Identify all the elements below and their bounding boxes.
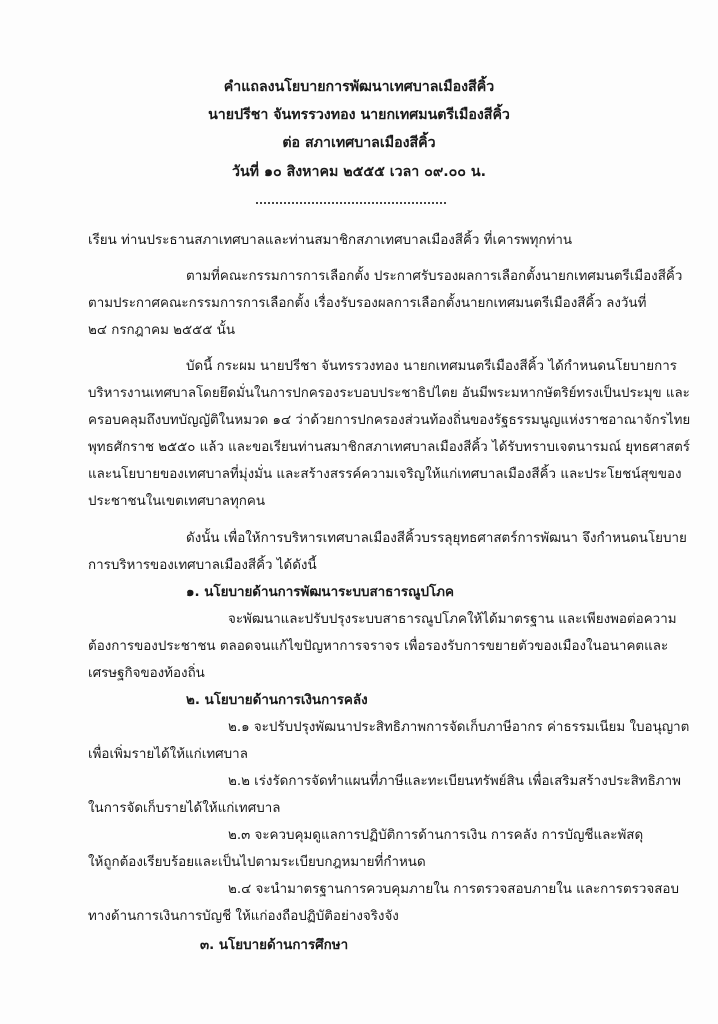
policy1-line1: จะพัฒนาและปรับปรุงระบบสาธารณูปโภคให้ได้มาตรฐาน และเพียงพอต่อความ [228,612,677,627]
para2-line5: และนโยบายของเทศบาลที่มุ่งมั่น และสร้างสรรค์ความเจริญให้แก่เทศบาลเมืองสีคิ้ว และประโยชน์สุขของ [88,467,682,482]
para1-line3: ๒๔ กรกฎาคม ๒๕๕๕ นั้น [88,323,235,338]
policy2-item4-line1: ๒.๔ จะนำมาตรฐานการควบคุมภายใน การตรวจสอบภายใน และการตรวจสอบ [228,882,679,897]
salutation: เรียน ท่านประธานสภาเทศบาลและท่านสมาชิกสภาเทศบาลเมืองสีคิ้ว ที่เคารพทุกท่าน [88,233,573,248]
title-line-1: คำแถลงนโยบายการพัฒนาเทศบาลเมืองสีคิ้ว [223,79,495,95]
policy2-item1-line2: เพื่อเพิ่มรายได้ให้แก่เทศบาล [88,747,248,762]
policy1-line2: ต้องการของประชาชน ตลอดจนแก้ไขปัญหาการจราจร เพื่อรองรับการขยายตัวของเมืองในอนาคตและ [88,639,669,654]
policy1-heading: ๑. นโยบายด้านการพัฒนาระบบสาธารณูปโภค [186,585,454,600]
para2-line4: พุทธศักราช ๒๕๕๐ แล้ว และขอเรียนท่านสมาชิกสภาเทศบาลเมืองสีคิ้ว ได้รับทราบเจตนารมณ์ ยุทธศาสตร์ [88,440,690,455]
para2-line6: ประชาชนในเขตเทศบาลทุกคน [88,494,266,509]
title-line-2: นายปรีชา จันทรรวงทอง นายกเทศมนตรีเมืองสีคิ้ว [208,107,510,123]
para1-line1: ตามที่คณะกรรมการการเลือกตั้ง ประกาศรับรองผลการเลือกตั้งนายกเทศมนตรีเมืองสีคิ้ว [186,269,683,284]
policy2-item4-line2: ทางด้านการเงินการบัญชี ให้แก่องถือปฏิบัติอย่างจริงจัง [88,909,399,924]
policy1-line3: เศรษฐกิจของท้องถิ่น [88,666,205,681]
title-line-4: วันที่ ๑๐ สิงหาคม ๒๕๕๕ เวลา ๐๙.๐๐ น. [232,164,486,180]
title-line-3: ต่อ สภาเทศบาลเมืองสีคิ้ว [282,135,436,151]
policy2-item3-line1: ๒.๓ จะควบคุมดูแลการปฏิบัติการด้านการเงิน การคลัง การบัญชีและพัสดุ [228,828,644,843]
para2-line1: บัดนี้ กระผม นายปรีชา จันทรรวงทอง นายกเทศมนตรีเมืองสีคิ้ว ได้กำหนดนโยบายการ [186,359,677,374]
para2-line2: บริหารงานเทศบาลโดยยึดมั่นในการปกครองระบอบประชาธิปไตย อันมีพระมหากษัตริย์ทรงเป็นประมุข และ [88,386,690,401]
policy2-item2-line1: ๒.๒ เร่งรัดการจัดทำแผนที่ภาษีและทะเบียนทรัพย์สิน เพื่อเสริมสร้างประสิทธิภาพ [228,774,681,789]
para1-line2: ตามประกาศคณะกรรมการการเลือกตั้ง เรื่องรับรองผลการเลือกตั้งนายกเทศมนตรีเมืองสีคิ้ว ลงวันที่ [88,296,647,311]
para3-line1: ดังนั้น เพื่อให้การบริหารเทศบาลเมืองสีคิ้วบรรลุยุทธศาสตร์การพัฒนา จึงกำหนดนโยบาย [186,531,687,546]
policy3-heading: ๓. นโยบายด้านการศึกษา [200,938,349,953]
para3-line2: การบริหารของเทศบาลเมืองสีคิ้ว ได้ดังนี้ [88,558,317,573]
policy2-heading: ๒. นโยบายด้านการเงินการคลัง [186,693,368,708]
policy2-item3-line2: ให้ถูกต้องเรียบร้อยและเป็นไปตามระเบียบกฎหมายที่กำหนด [88,855,426,870]
policy2-item2-line2: ในการจัดเก็บรายได้ให้แก่เทศบาล [88,801,281,816]
separator-dots [256,202,446,206]
policy2-item1-line1: ๒.๑ จะปรับปรุงพัฒนาประสิทธิภาพการจัดเก็บภาษีอากร ค่าธรรมเนียม ใบอนุญาต [228,720,690,735]
para2-line3: ครอบคลุมถึงบทบัญญัติในหมวด ๑๔ ว่าด้วยการปกครองส่วนท้องถิ่นของรัฐธรรมนูญแห่งราชอาณาจักรไทย [88,413,691,428]
